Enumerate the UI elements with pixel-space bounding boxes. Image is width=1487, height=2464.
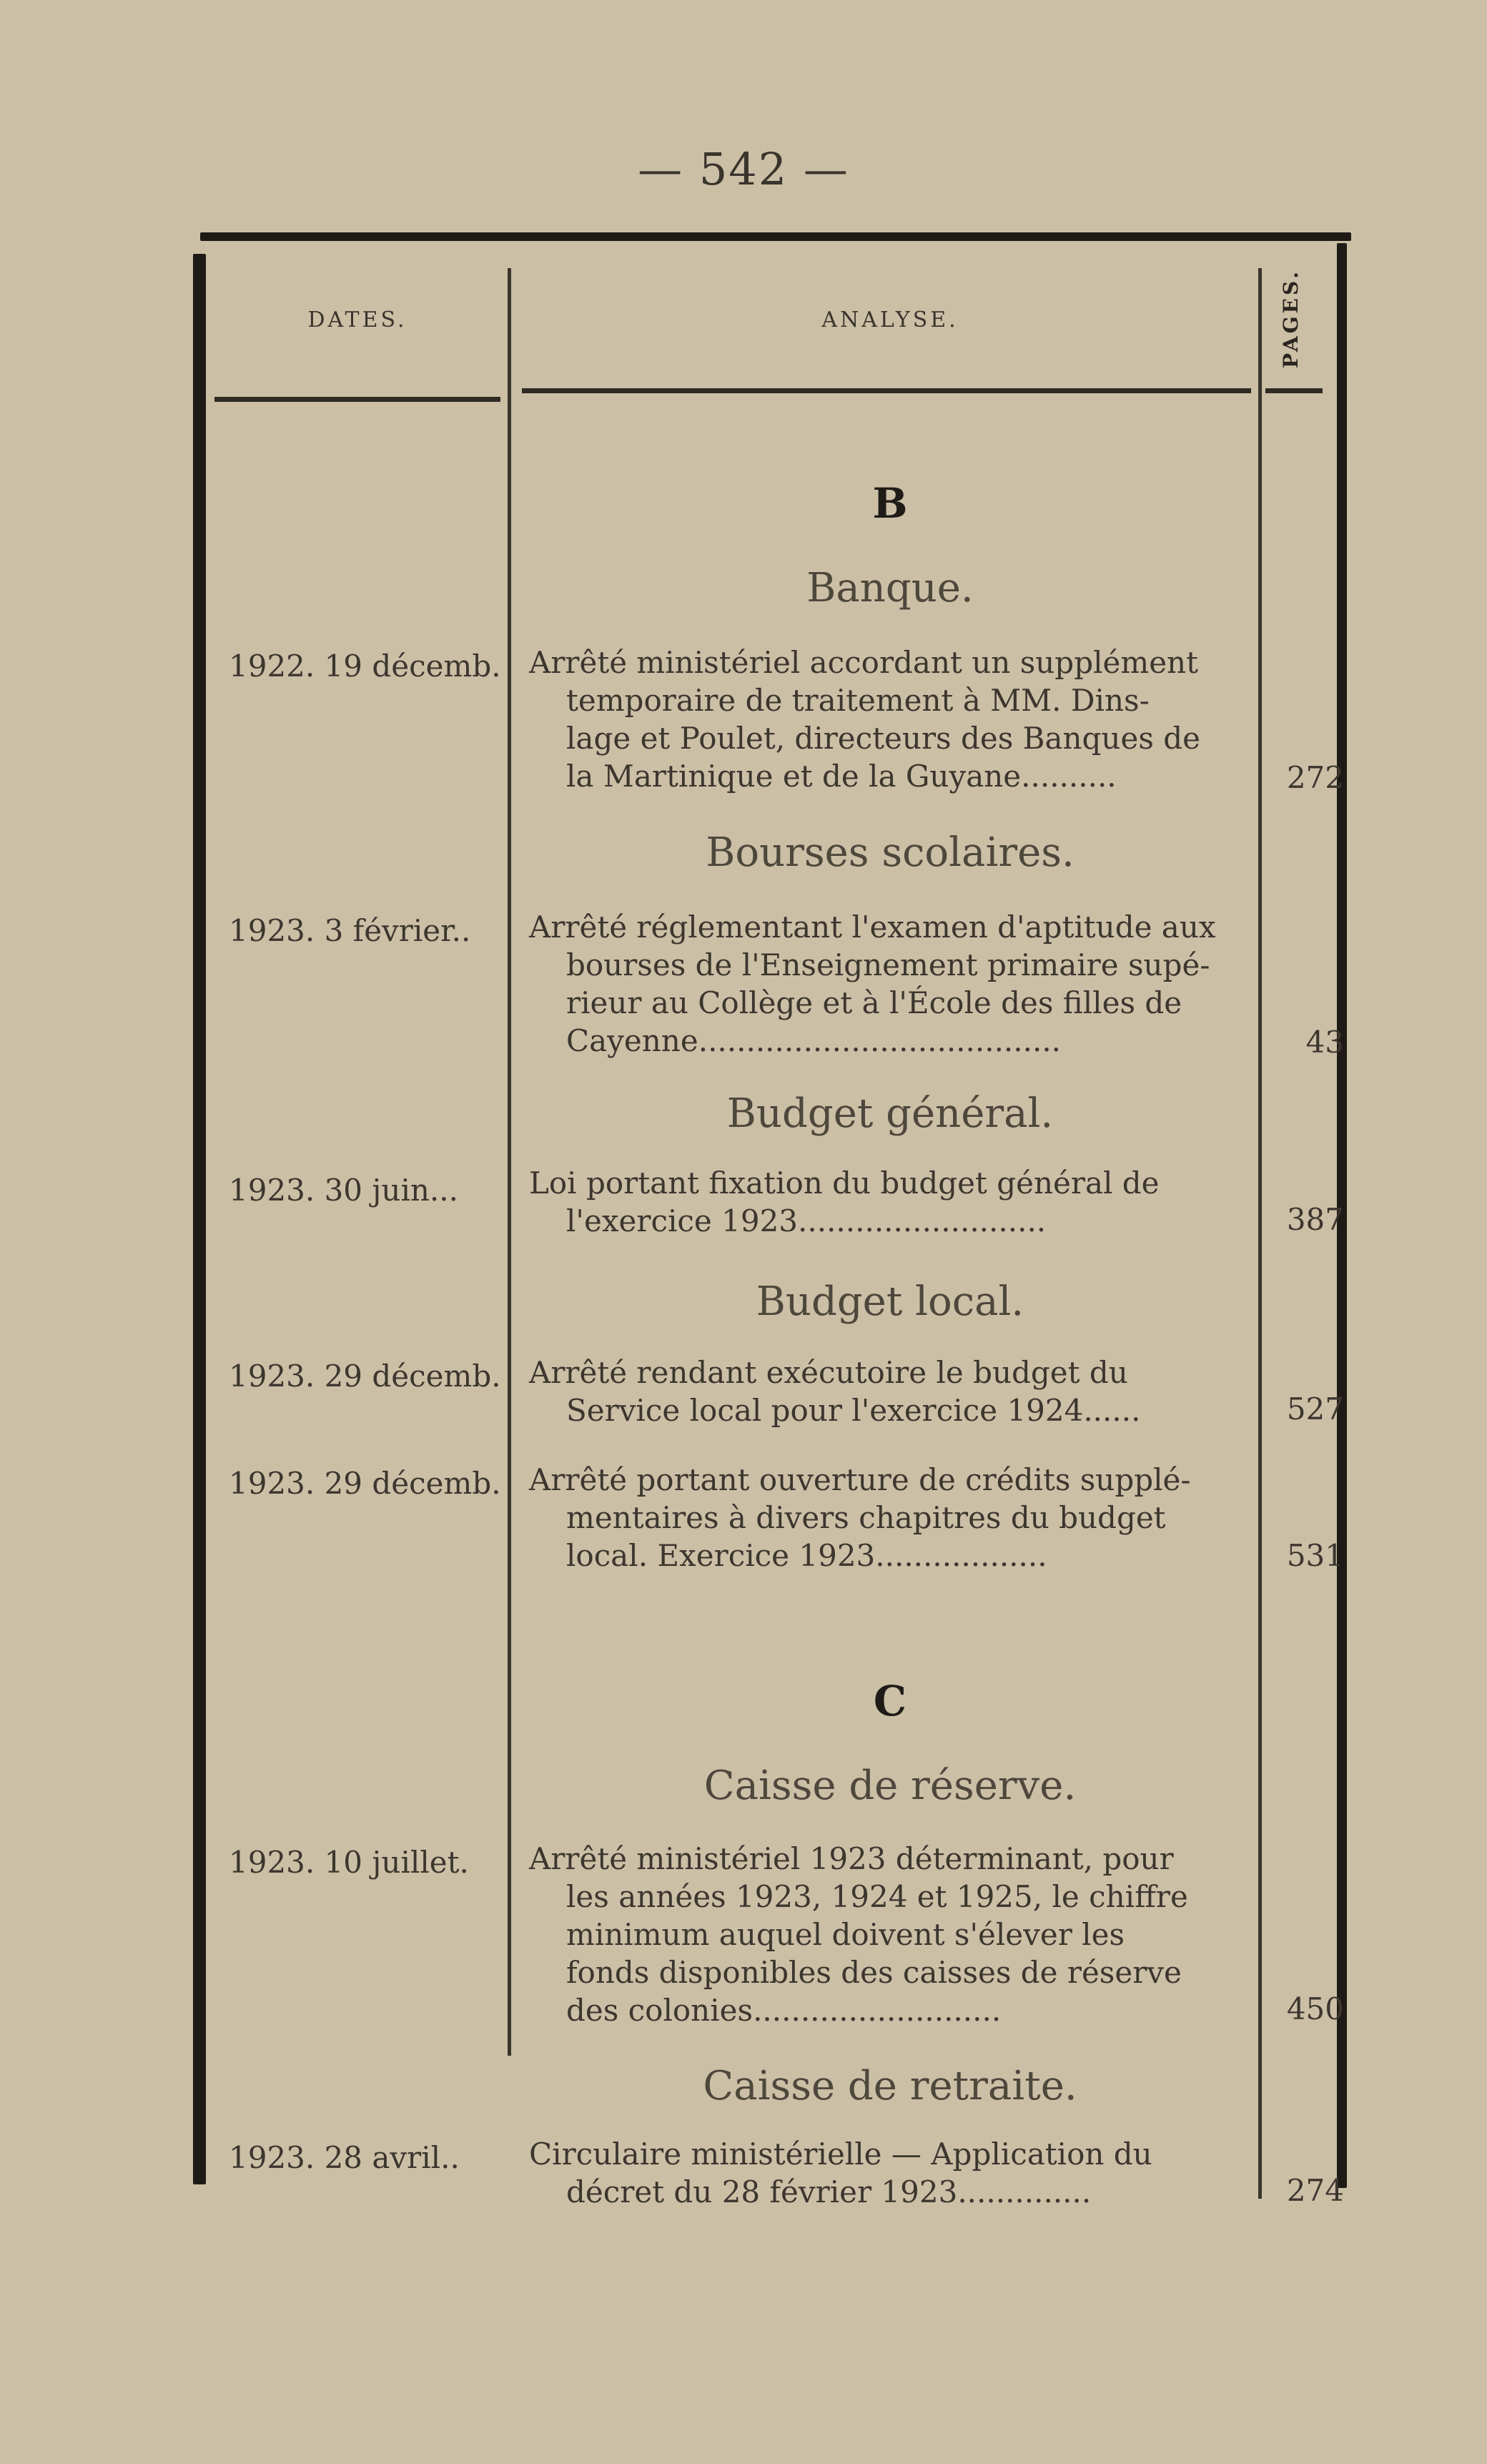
section-letter-c: C — [873, 1677, 907, 1725]
subject-bourses: Bourses scolaires. — [706, 829, 1075, 876]
entry-line: Arrêté réglementant l'examen d'aptitude aux — [529, 910, 1216, 945]
dates-column-rule — [508, 268, 511, 2056]
entry-text — [529, 2135, 1265, 2211]
entry-line: bourses de l'Enseignement primaire supé- — [566, 947, 1210, 982]
entry-date: 1923. 28 avril.. — [229, 2140, 460, 2175]
entry-date: 1923. 29 décemb. — [229, 1359, 501, 1394]
entry-page: 531 — [1286, 1538, 1344, 1573]
entry-line: local. Exercice 1923.................. — [566, 1538, 1047, 1573]
dates-header: DATES. — [307, 307, 407, 332]
entry-line: Circulaire ministérielle — Application du — [529, 2137, 1152, 2172]
entry-page: 274 — [1286, 2173, 1344, 2208]
entry-line: l'exercice 1923.......................... — [566, 1203, 1047, 1238]
subject-banque: Banque. — [806, 565, 974, 611]
entry-line: mentaires à divers chapitres du budget — [566, 1500, 1166, 1535]
subject-caisse-retraite: Caisse de retraite. — [703, 2063, 1077, 2109]
entry-text — [529, 1164, 1265, 1240]
entry-date: 1923. 30 juin... — [229, 1173, 458, 1208]
entry-page: 387 — [1286, 1202, 1344, 1237]
table-top-rule — [200, 232, 1351, 241]
entry-line: Arrêté rendant exécutoire le budget du — [529, 1355, 1128, 1390]
table-left-rule — [193, 254, 206, 2184]
entry-page: 272 — [1286, 760, 1344, 795]
pages-header-rule — [1265, 388, 1323, 393]
entry-line: temporaire de traitement à MM. Dins- — [566, 683, 1150, 718]
pages-header: PAGES. — [1278, 268, 1303, 368]
entry-line: Loi portant fixation du budget général de — [529, 1166, 1160, 1201]
entry-line: Arrêté portant ouverture de crédits supplé- — [529, 1462, 1191, 1497]
entry-line: lage et Poulet, directeurs des Banques de — [566, 721, 1200, 756]
entry-line: des colonies.......................... — [566, 1993, 1002, 2028]
subject-budget-local: Budget local. — [756, 1278, 1024, 1325]
entry-text — [529, 908, 1265, 1060]
entry-page: 43 — [1305, 1025, 1344, 1060]
index-table — [193, 232, 1358, 2209]
entry-line: rieur au Collège et à l'École des filles de — [566, 985, 1182, 1020]
analyse-header: ANALYSE. — [821, 307, 959, 332]
entry-line: les années 1923, 1924 et 1925, le chiffre — [566, 1879, 1188, 1914]
entry-page: 527 — [1286, 1391, 1344, 1426]
subject-caisse-reserve: Caisse de réserve. — [703, 1763, 1077, 1809]
entry-line: Arrêté ministériel 1923 déterminant, pour — [529, 1841, 1174, 1876]
entry-line: minimum auquel doivent s'élever les — [566, 1917, 1125, 1952]
entry-line: fonds disponibles des caisses de réserve — [566, 1955, 1182, 1990]
entry-date: 1923. 29 décemb. — [229, 1466, 501, 1501]
section-letter-b: B — [872, 479, 908, 528]
entry-line: Service local pour l'exercice 1924...... — [566, 1393, 1141, 1428]
entry-text — [529, 644, 1265, 795]
entry-line: la Martinique et de la Guyane.......... — [566, 759, 1117, 794]
entry-text — [529, 1461, 1265, 1575]
entry-text — [529, 1354, 1265, 1429]
subject-budget-general: Budget général. — [726, 1090, 1054, 1137]
entry-line: Arrêté ministériel accordant un supplément — [529, 645, 1198, 680]
entry-text — [529, 1840, 1265, 2029]
entry-page: 450 — [1286, 1991, 1344, 2026]
entry-line: décret du 28 février 1923.............. — [566, 2174, 1092, 2209]
entry-date: 1923. 10 juillet. — [229, 1845, 469, 1880]
page-number: — 542 — — [638, 143, 849, 195]
entry-date: 1922. 19 décemb. — [229, 649, 501, 684]
entry-date: 1923. 3 février.. — [229, 913, 471, 948]
dates-header-rule — [214, 397, 500, 402]
entry-line: Cayenne...................................... — [566, 1023, 1062, 1058]
analyse-header-rule — [522, 388, 1251, 393]
